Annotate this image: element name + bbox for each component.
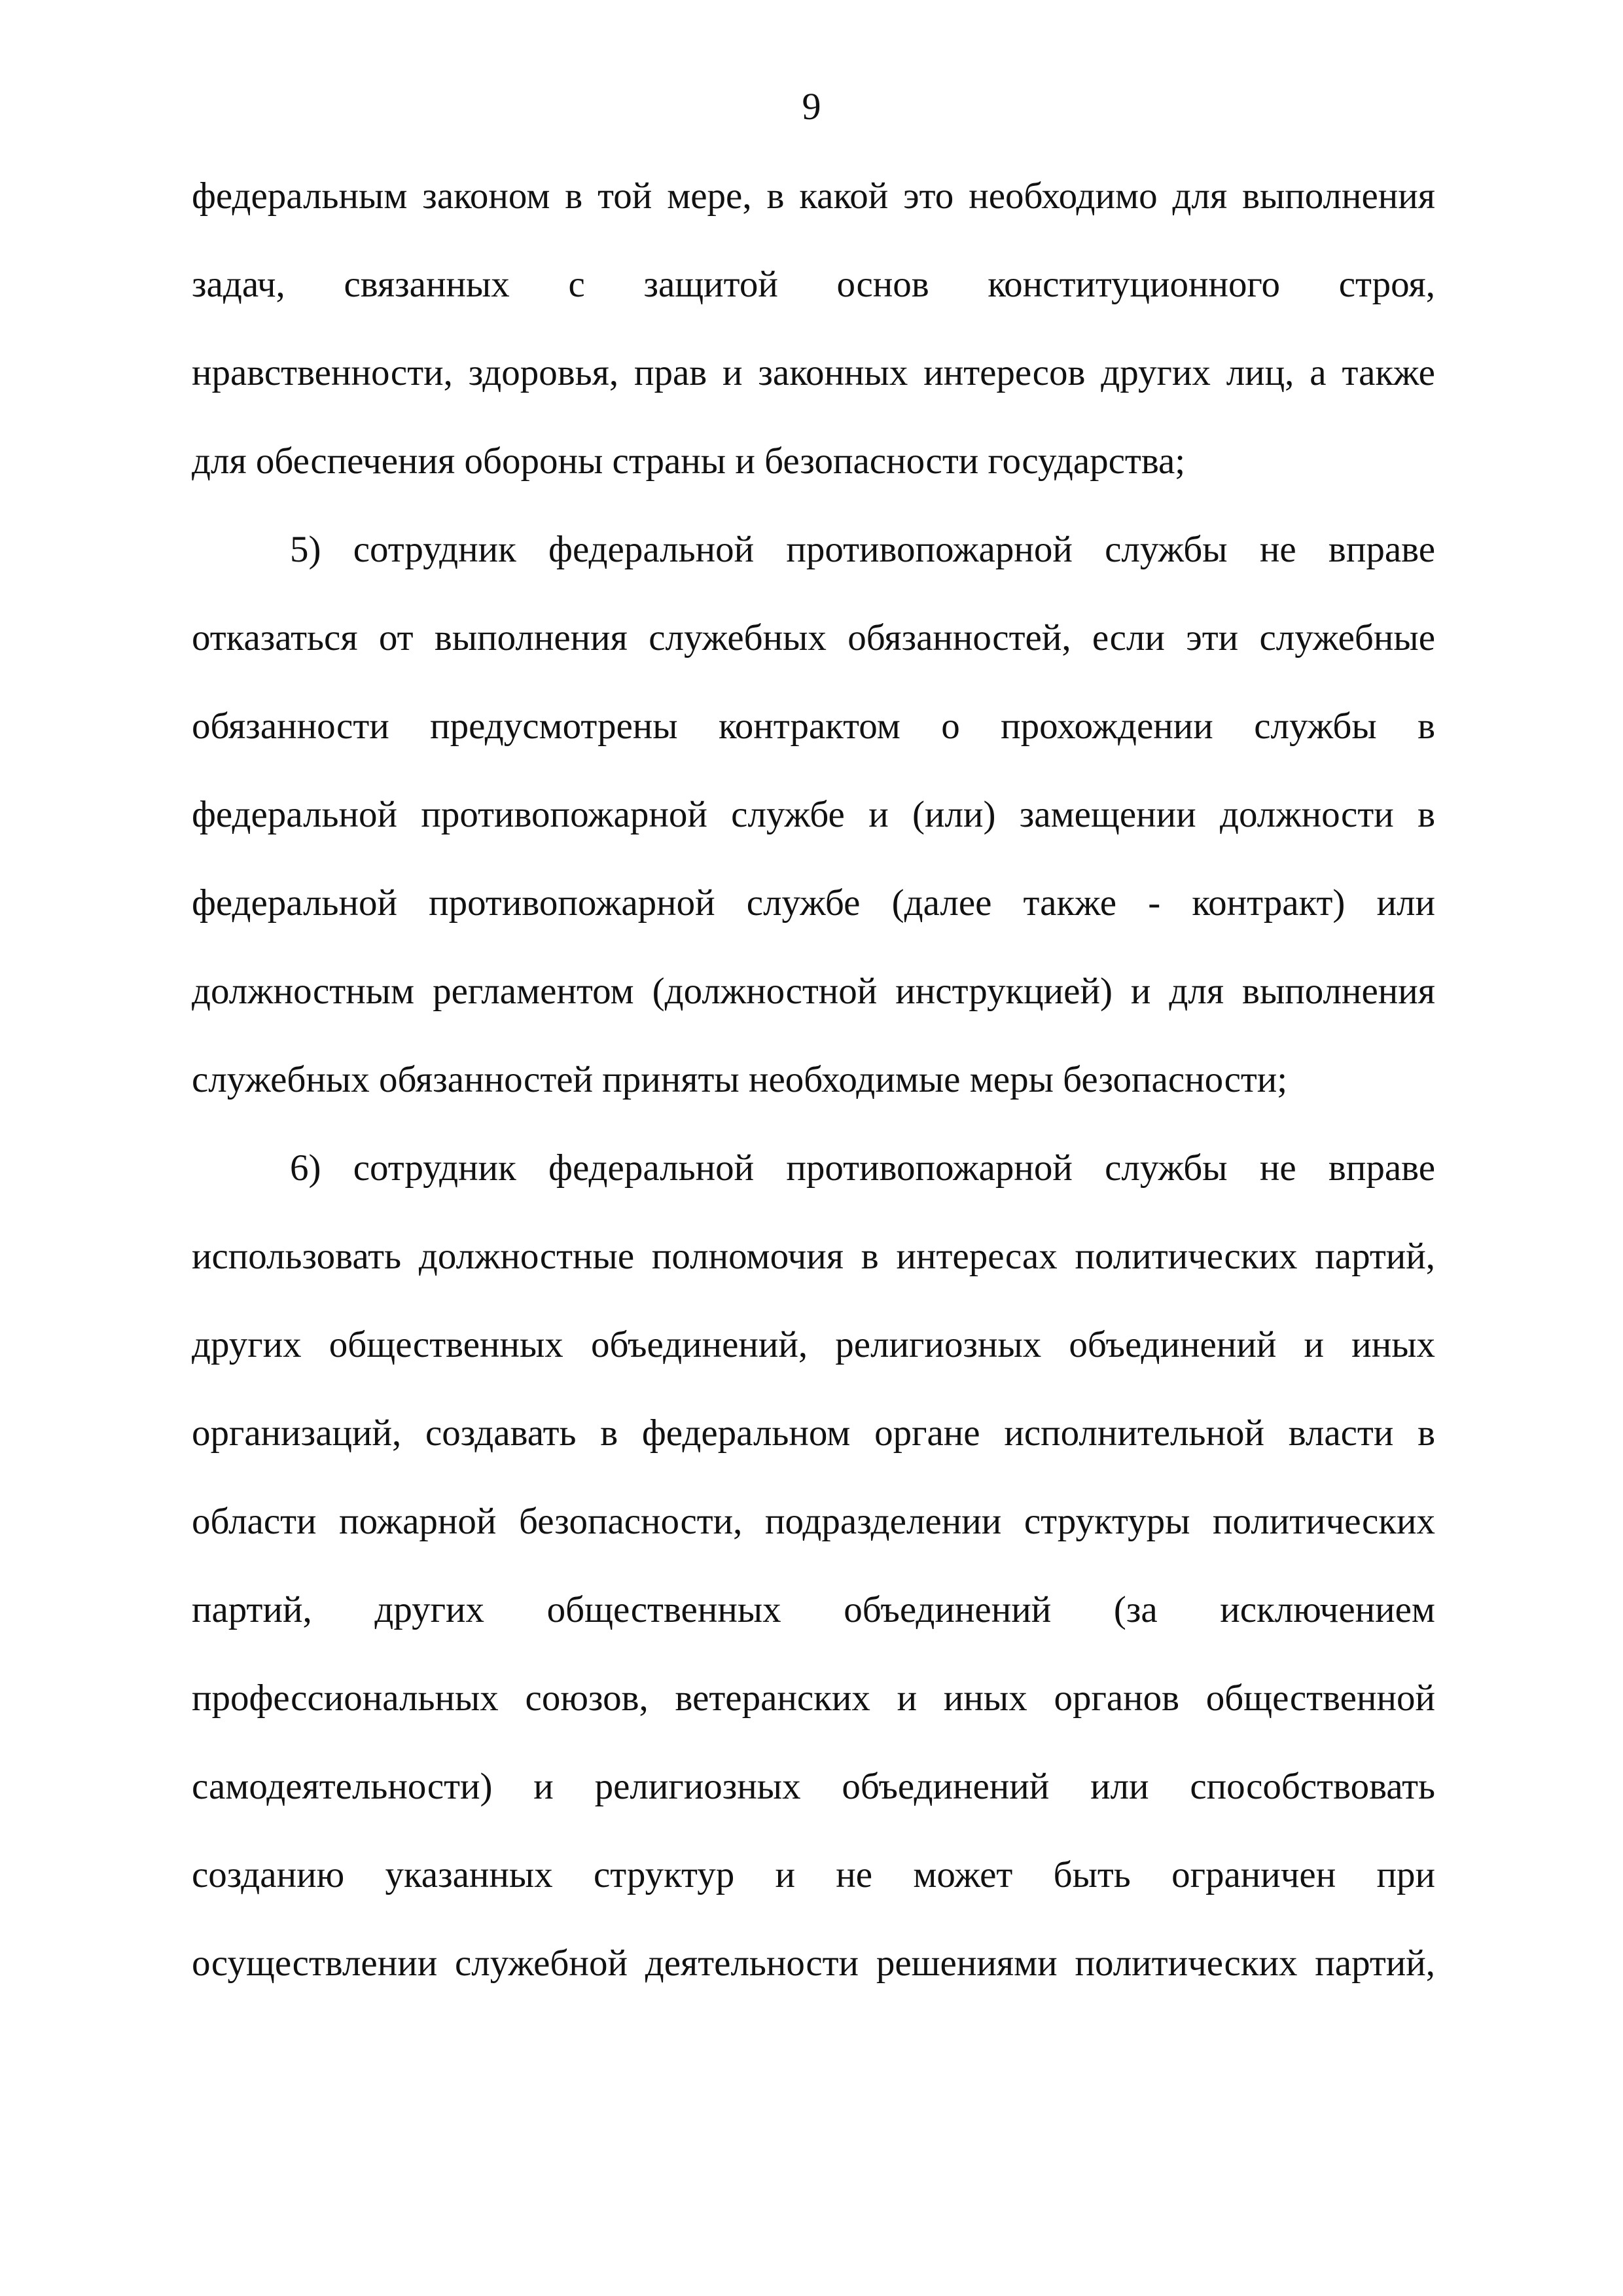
text-line: федеральной противопожарной службе (далее также - контракт) или	[192, 882, 1435, 924]
text-line: использовать должностные полномочия в интересах политических партий,	[192, 1236, 1435, 1277]
text-line: 6) сотрудник федеральной противопожарной службы не вправе	[290, 1147, 1435, 1189]
text-line: осуществлении служебной деятельности решениями политических партий,	[192, 1943, 1435, 1984]
text-line: самодеятельности) и религиозных объединений или способствовать	[192, 1766, 1435, 1807]
text-line: партий, других общественных объединений (за исключением	[192, 1589, 1435, 1630]
text-line: задач, связанных с защитой основ конституционного строя,	[192, 264, 1435, 305]
page-number: 9	[802, 85, 821, 128]
text-line: служебных обязанностей приняты необходимые меры безопасности;	[192, 1059, 1288, 1100]
text-line: 5) сотрудник федеральной противопожарной службы не вправе	[290, 529, 1435, 570]
text-line: для обеспечения обороны страны и безопасности государства;	[192, 440, 1186, 482]
text-line: нравственности, здоровья, прав и законных интересов других лиц, а также	[192, 352, 1435, 393]
text-line: федеральным законом в той мере, в какой это необходимо для выполнения	[192, 175, 1435, 217]
text-line: обязанности предусмотрены контрактом о прохождении службы в	[192, 706, 1435, 747]
paragraph-item-6	[192, 1145, 1435, 2029]
paragraph-item-5	[192, 527, 1435, 1145]
text-line: других общественных объединений, религиозных объединений и иных	[192, 1324, 1435, 1365]
text-line: федеральной противопожарной службе и (или) замещении должности в	[192, 794, 1435, 835]
text-line: организаций, создавать в федеральном органе исполнительной власти в	[192, 1412, 1435, 1454]
text-line: созданию указанных структур и не может быть ограничен при	[192, 1854, 1435, 1895]
paragraph-continuation	[192, 173, 1435, 527]
text-line: должностным регламентом (должностной инструкцией) и для выполнения	[192, 971, 1435, 1012]
text-line: отказаться от выполнения служебных обязанностей, если эти служебные	[192, 617, 1435, 658]
text-line: области пожарной безопасности, подразделении структуры политических	[192, 1501, 1435, 1542]
text-line: профессиональных союзов, ветеранских и иных органов общественной	[192, 1677, 1435, 1719]
